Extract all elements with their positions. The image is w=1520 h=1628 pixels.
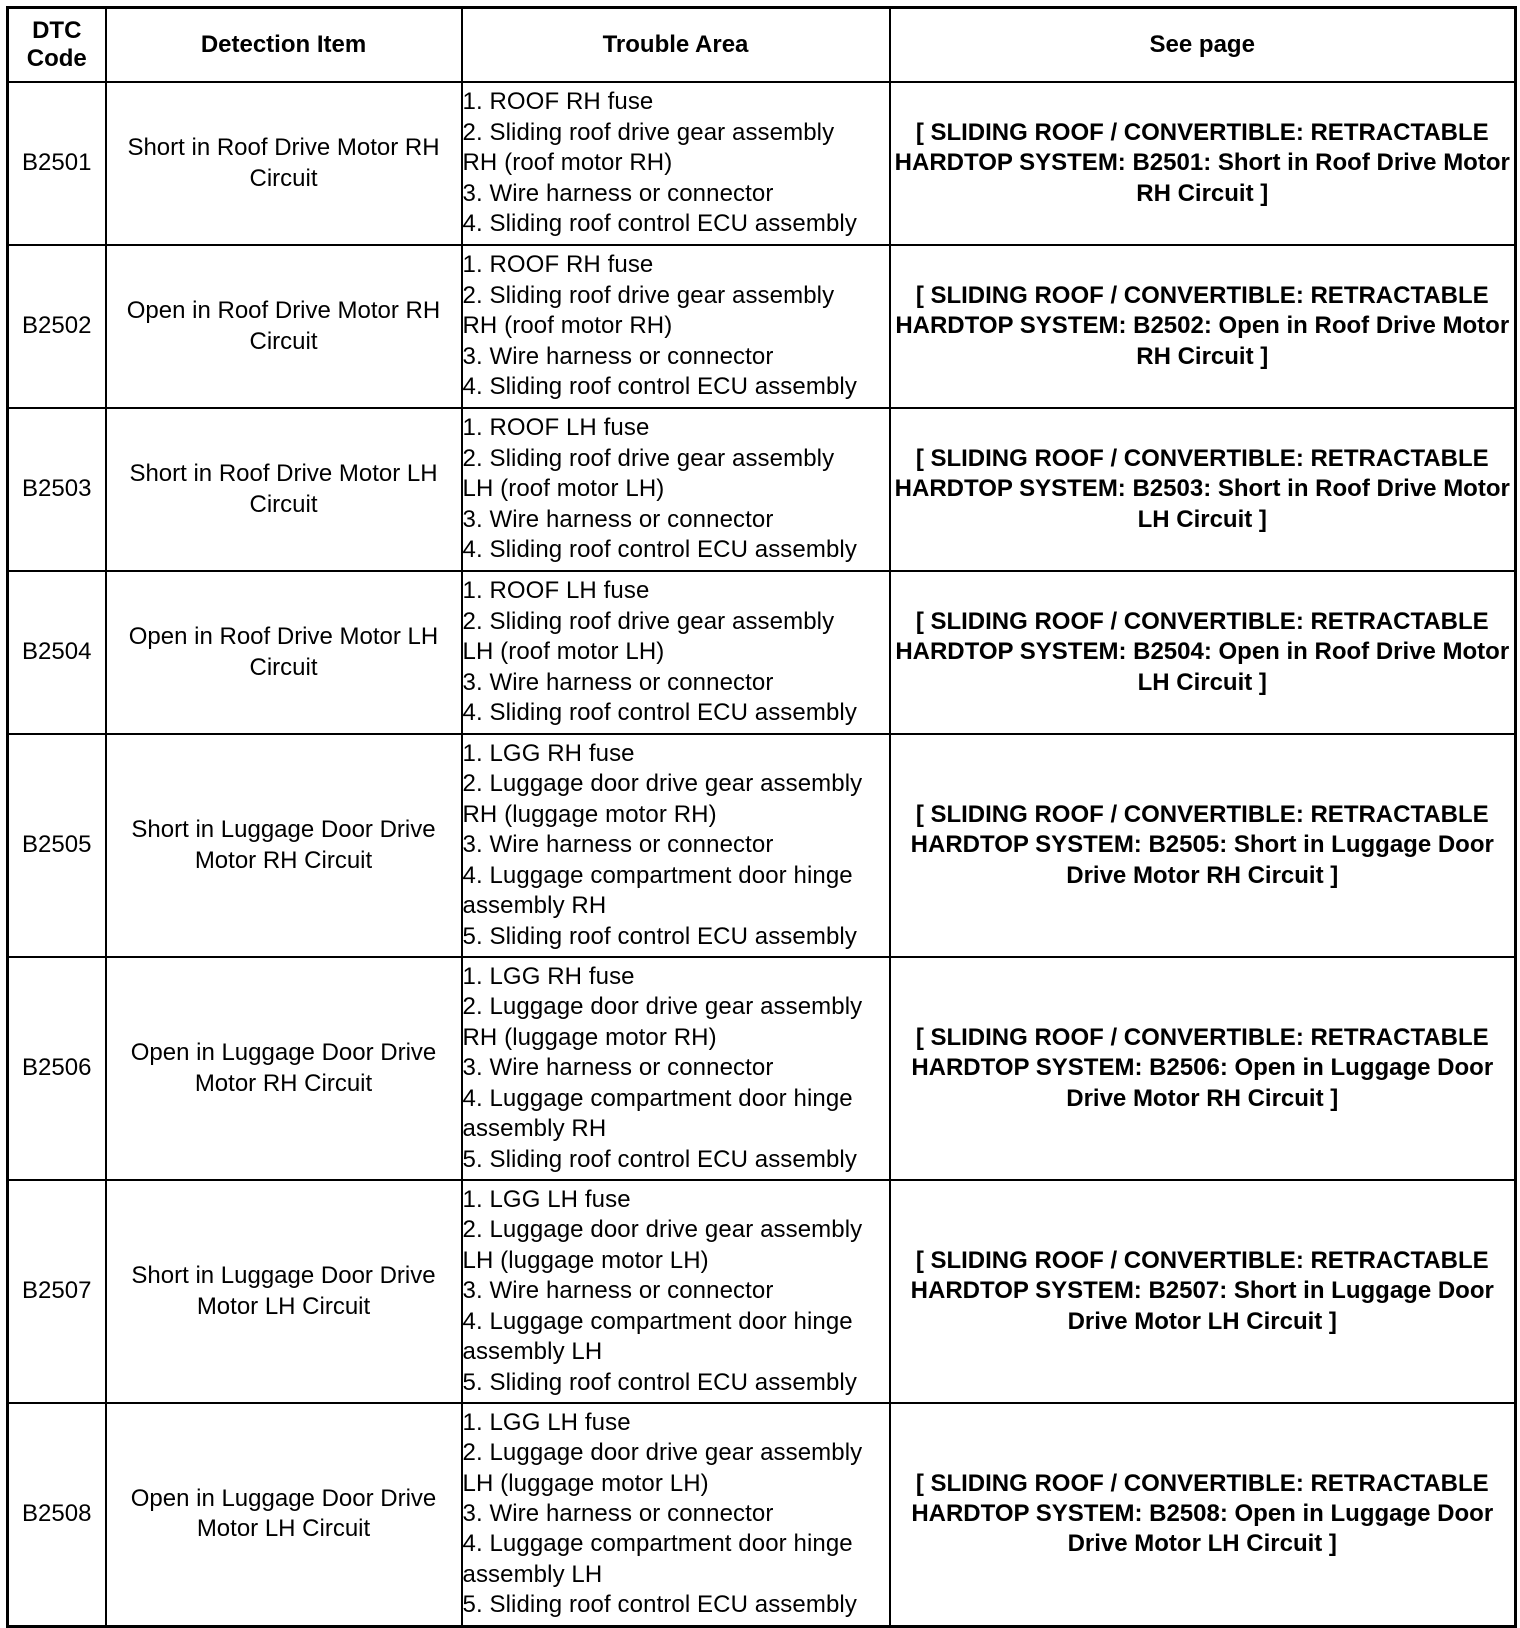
- detection-item-cell: Open in Roof Drive Motor LH Circuit: [106, 571, 462, 734]
- table-row: [8, 734, 1516, 957]
- trouble-area-line: 4. Luggage compartment door hinge: [462, 1084, 853, 1112]
- trouble-area-line: assembly LH: [462, 1560, 603, 1588]
- trouble-area-line: 5. Sliding roof control ECU assembly: [462, 1145, 857, 1173]
- trouble-area-line: 5. Sliding roof control ECU assembly: [462, 922, 857, 950]
- trouble-area-line: 3. Wire harness or connector: [462, 831, 774, 859]
- trouble-area-cell: [462, 1180, 890, 1403]
- trouble-area-line: 1. LGG LH fuse: [462, 1186, 631, 1214]
- trouble-area-cell: [462, 957, 890, 1180]
- trouble-area-line: 1. LGG RH fuse: [462, 740, 635, 768]
- trouble-area-line: 1. ROOF LH fuse: [462, 577, 650, 605]
- trouble-area-line: 3. Wire harness or connector: [462, 1500, 774, 1528]
- trouble-area-line: 1. LGG LH fuse: [462, 1408, 631, 1436]
- header-trouble-area: Trouble Area: [462, 8, 890, 83]
- table-row: [8, 82, 1516, 245]
- trouble-area-line: 2. Sliding roof drive gear assembly: [462, 607, 835, 635]
- detection-item-cell: Open in Luggage Door Drive Motor LH Circuit: [106, 1403, 462, 1626]
- see-page-link[interactable]: [ SLIDING ROOF / CONVERTIBLE: RETRACTABLE HARDTOP SYSTEM: B2503: Short in Roof Drive Motor LH Circuit ]: [890, 408, 1516, 571]
- detection-item-cell: Short in Roof Drive Motor RH Circuit: [106, 82, 462, 245]
- see-page-link[interactable]: [ SLIDING ROOF / CONVERTIBLE: RETRACTABLE HARDTOP SYSTEM: B2501: Short in Roof Drive Motor RH Circuit ]: [890, 82, 1516, 245]
- trouble-area-line: 4. Luggage compartment door hinge: [462, 1307, 853, 1335]
- trouble-area-line: 2. Sliding roof drive gear assembly: [462, 118, 835, 146]
- trouble-area-line: 2. Luggage door drive gear assembly: [462, 770, 863, 798]
- table-row: [8, 245, 1516, 408]
- header-row: [8, 8, 1516, 83]
- trouble-area-line: 3. Wire harness or connector: [462, 1054, 774, 1082]
- trouble-area-cell: [462, 571, 890, 734]
- dtc-code-cell: B2501: [8, 82, 106, 245]
- trouble-area-cell: [462, 1403, 890, 1626]
- trouble-area-line: RH (roof motor RH): [462, 149, 673, 177]
- trouble-area-line: assembly RH: [462, 892, 607, 920]
- trouble-area-line: LH (roof motor LH): [462, 638, 665, 666]
- dtc-code-cell: B2507: [8, 1180, 106, 1403]
- table-row: [8, 957, 1516, 1180]
- see-page-link[interactable]: [ SLIDING ROOF / CONVERTIBLE: RETRACTABLE HARDTOP SYSTEM: B2504: Open in Roof Drive Motor LH Circuit ]: [890, 571, 1516, 734]
- trouble-area-cell: [462, 734, 890, 957]
- trouble-area-line: 3. Wire harness or connector: [462, 179, 774, 207]
- dtc-code-cell: B2502: [8, 245, 106, 408]
- trouble-area-line: 2. Sliding roof drive gear assembly: [462, 281, 835, 309]
- table-row: [8, 571, 1516, 734]
- trouble-area-line: 1. LGG RH fuse: [462, 963, 635, 991]
- table-row: [8, 1403, 1516, 1626]
- trouble-area-line: 4. Sliding roof control ECU assembly: [462, 536, 857, 564]
- trouble-area-line: RH (luggage motor RH): [462, 1023, 717, 1051]
- trouble-area-line: 2. Sliding roof drive gear assembly: [462, 444, 835, 472]
- trouble-area-line: 3. Wire harness or connector: [462, 505, 774, 533]
- trouble-area-line: 3. Wire harness or connector: [462, 342, 774, 370]
- trouble-area-line: 2. Luggage door drive gear assembly: [462, 993, 863, 1021]
- dtc-code-cell: B2503: [8, 408, 106, 571]
- header-see-page: See page: [890, 8, 1516, 83]
- see-page-link[interactable]: [ SLIDING ROOF / CONVERTIBLE: RETRACTABLE HARDTOP SYSTEM: B2506: Open in Luggage Door Drive Motor RH Circuit ]: [890, 957, 1516, 1180]
- trouble-area-line: RH (luggage motor RH): [462, 800, 717, 828]
- dtc-code-cell: B2506: [8, 957, 106, 1180]
- see-page-link[interactable]: [ SLIDING ROOF / CONVERTIBLE: RETRACTABLE HARDTOP SYSTEM: B2507: Short in Luggage Door Drive Motor LH Circuit ]: [890, 1180, 1516, 1403]
- trouble-area-line: 4. Luggage compartment door hinge: [462, 1530, 853, 1558]
- trouble-area-cell: [462, 408, 890, 571]
- table-row: [8, 1180, 1516, 1403]
- trouble-area-line: assembly LH: [462, 1338, 603, 1366]
- table-row: [8, 408, 1516, 571]
- trouble-area-line: LH (luggage motor LH): [462, 1469, 709, 1497]
- trouble-area-cell: [462, 245, 890, 408]
- trouble-area-line: LH (luggage motor LH): [462, 1246, 709, 1274]
- trouble-area-line: 1. ROOF RH fuse: [462, 88, 654, 116]
- trouble-area-cell: [462, 82, 890, 245]
- dtc-table: [6, 6, 1517, 1628]
- trouble-area-line: 5. Sliding roof control ECU assembly: [462, 1591, 857, 1619]
- see-page-link[interactable]: [ SLIDING ROOF / CONVERTIBLE: RETRACTABLE HARDTOP SYSTEM: B2508: Open in Luggage Door Drive Motor LH Circuit ]: [890, 1403, 1516, 1626]
- trouble-area-line: 4. Sliding roof control ECU assembly: [462, 373, 857, 401]
- trouble-area-line: 2. Luggage door drive gear assembly: [462, 1216, 863, 1244]
- trouble-area-line: 4. Sliding roof control ECU assembly: [462, 699, 857, 727]
- detection-item-cell: Short in Roof Drive Motor LH Circuit: [106, 408, 462, 571]
- detection-item-cell: Open in Roof Drive Motor RH Circuit: [106, 245, 462, 408]
- trouble-area-line: 3. Wire harness or connector: [462, 668, 774, 696]
- dtc-code-cell: B2508: [8, 1403, 106, 1626]
- trouble-area-line: LH (roof motor LH): [462, 475, 665, 503]
- header-dtc-code: DTC Code: [8, 8, 106, 83]
- trouble-area-line: 5. Sliding roof control ECU assembly: [462, 1368, 857, 1396]
- detection-item-cell: Short in Luggage Door Drive Motor LH Circuit: [106, 1180, 462, 1403]
- dtc-code-cell: B2504: [8, 571, 106, 734]
- trouble-area-line: 4. Sliding roof control ECU assembly: [462, 210, 857, 238]
- header-detection-item: Detection Item: [106, 8, 462, 83]
- trouble-area-line: 2. Luggage door drive gear assembly: [462, 1439, 863, 1467]
- trouble-area-line: 1. ROOF LH fuse: [462, 414, 650, 442]
- see-page-link[interactable]: [ SLIDING ROOF / CONVERTIBLE: RETRACTABLE HARDTOP SYSTEM: B2505: Short in Luggage Door Drive Motor RH Circuit ]: [890, 734, 1516, 957]
- dtc-code-cell: B2505: [8, 734, 106, 957]
- detection-item-cell: Open in Luggage Door Drive Motor RH Circuit: [106, 957, 462, 1180]
- trouble-area-line: 3. Wire harness or connector: [462, 1277, 774, 1305]
- trouble-area-line: 4. Luggage compartment door hinge: [462, 861, 853, 889]
- trouble-area-line: assembly RH: [462, 1115, 607, 1143]
- trouble-area-line: RH (roof motor RH): [462, 312, 673, 340]
- see-page-link[interactable]: [ SLIDING ROOF / CONVERTIBLE: RETRACTABLE HARDTOP SYSTEM: B2502: Open in Roof Drive Motor RH Circuit ]: [890, 245, 1516, 408]
- detection-item-cell: Short in Luggage Door Drive Motor RH Circuit: [106, 734, 462, 957]
- trouble-area-line: 1. ROOF RH fuse: [462, 251, 654, 279]
